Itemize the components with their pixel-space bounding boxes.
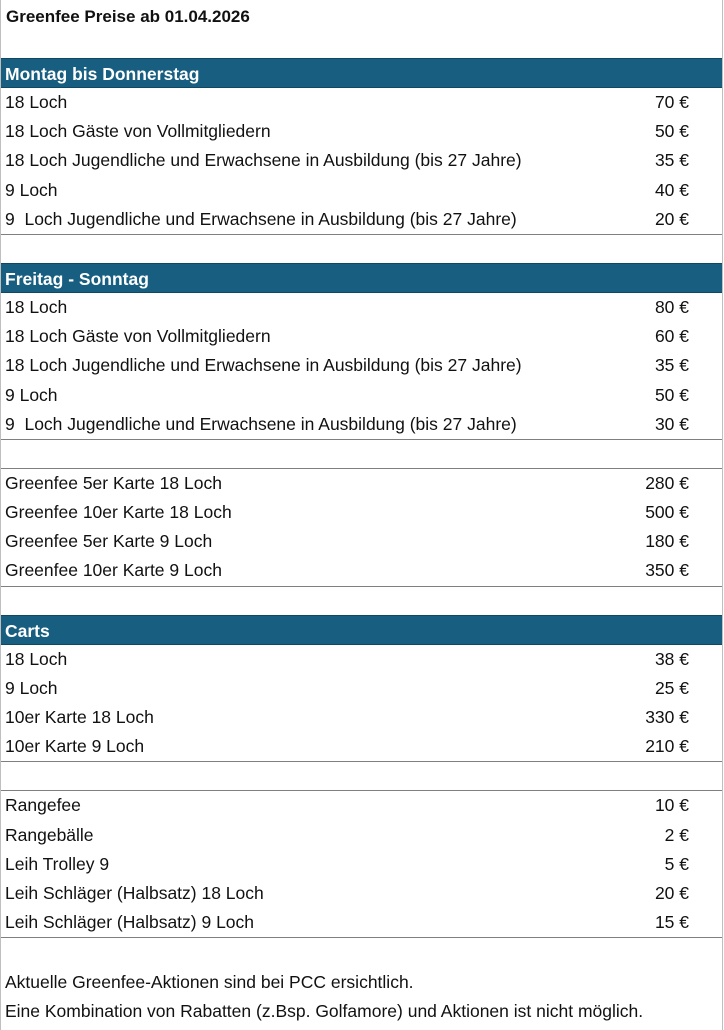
section-divider bbox=[1, 234, 722, 263]
row-price: 50 € bbox=[654, 121, 689, 142]
row-price: 15 € bbox=[654, 912, 689, 933]
row-label: 10er Karte 9 Loch bbox=[5, 736, 145, 757]
row-label: 18 Loch Gäste von Vollmitgliedern bbox=[5, 121, 271, 142]
price-row bbox=[1, 205, 722, 234]
row-label: Greenfee 5er Karte 9 Loch bbox=[5, 531, 213, 552]
footnote-line: Aktuelle Greenfee-Aktionen sind bei PCC ersichtlich. bbox=[5, 972, 414, 993]
row-price: 50 € bbox=[654, 384, 689, 405]
section-divider bbox=[1, 439, 722, 469]
row-price: 350 € bbox=[645, 560, 689, 581]
row-price: 330 € bbox=[645, 707, 689, 727]
price-row bbox=[1, 703, 722, 732]
page-title: Greenfee Preise ab 01.04.2026 bbox=[6, 7, 250, 26]
row-label: 9 Loch Jugendliche und Erwachsene in Ausbildung (bis 27 Jahre) bbox=[5, 208, 517, 229]
row-price: 30 € bbox=[654, 413, 689, 434]
price-row bbox=[1, 850, 722, 879]
row-label: 18 Loch bbox=[5, 92, 68, 112]
price-row bbox=[1, 117, 722, 146]
section-header-carts: Carts bbox=[1, 615, 722, 645]
section-header-weekdays: Montag bis Donnerstag bbox=[1, 58, 722, 88]
row-label: Leih Schläger (Halbsatz) 9 Loch bbox=[5, 912, 255, 933]
row-label: 18 Loch Gäste von Vollmitgliedern bbox=[5, 326, 271, 347]
row-label: 9 Loch Jugendliche und Erwachsene in Ausbildung (bis 27 Jahre) bbox=[5, 413, 517, 434]
price-row bbox=[1, 322, 722, 351]
row-label: 18 Loch bbox=[5, 648, 68, 669]
price-row bbox=[1, 674, 722, 703]
price-row bbox=[1, 176, 722, 205]
row-label: 18 Loch bbox=[5, 296, 68, 317]
price-row bbox=[1, 469, 722, 498]
price-row bbox=[1, 556, 722, 585]
price-row bbox=[1, 527, 722, 556]
row-label: 18 Loch Jugendliche und Erwachsene in Ausbildung (bis 27 Jahre) bbox=[5, 355, 522, 376]
row-label: Rangebälle bbox=[5, 824, 94, 845]
row-price: 5 € bbox=[664, 853, 689, 874]
row-label: Rangefee bbox=[5, 795, 81, 816]
row-price: 180 € bbox=[645, 531, 689, 552]
price-row bbox=[1, 879, 722, 908]
row-price: 35 € bbox=[654, 150, 689, 171]
row-label: Leih Trolley 9 bbox=[5, 853, 110, 874]
row-price: 38 € bbox=[654, 648, 689, 669]
price-row bbox=[1, 645, 722, 674]
spacer bbox=[1, 34, 722, 58]
row-label: 9 Loch bbox=[5, 179, 58, 200]
price-row bbox=[1, 498, 722, 527]
row-label: 18 Loch Jugendliche und Erwachsene in Ausbildung (bis 27 Jahre) bbox=[5, 150, 522, 171]
row-price: 2 € bbox=[664, 824, 689, 845]
price-row bbox=[1, 791, 722, 820]
row-label: Greenfee 10er Karte 9 Loch bbox=[5, 560, 222, 581]
row-price: 10 € bbox=[654, 795, 689, 816]
row-label: Leih Schläger (Halbsatz) 18 Loch bbox=[5, 882, 264, 903]
row-label: 10er Karte 18 Loch bbox=[5, 707, 154, 727]
footnote-line: Eine Kombination von Rabatten (z.Bsp. Golfamore) und Aktionen ist nicht möglich. bbox=[5, 1001, 644, 1022]
row-price: 280 € bbox=[645, 472, 689, 493]
row-label: Greenfee 10er Karte 18 Loch bbox=[5, 502, 232, 523]
price-row bbox=[1, 88, 722, 117]
section-divider bbox=[1, 761, 722, 791]
price-row bbox=[1, 381, 722, 410]
price-row bbox=[1, 410, 722, 439]
row-price: 210 € bbox=[645, 736, 689, 757]
row-price: 80 € bbox=[654, 296, 689, 317]
row-price: 40 € bbox=[654, 179, 689, 200]
price-row bbox=[1, 293, 722, 322]
row-price: 20 € bbox=[654, 208, 689, 229]
price-row bbox=[1, 821, 722, 850]
row-label: Greenfee 5er Karte 18 Loch bbox=[5, 472, 222, 493]
price-row bbox=[1, 146, 722, 175]
row-label: 9 Loch bbox=[5, 677, 58, 698]
row-price: 25 € bbox=[654, 677, 689, 698]
section-divider bbox=[1, 586, 722, 615]
price-row bbox=[1, 908, 722, 937]
row-label: 9 Loch bbox=[5, 384, 58, 405]
row-price: 70 € bbox=[654, 92, 689, 112]
row-price: 20 € bbox=[654, 882, 689, 903]
price-row bbox=[1, 732, 722, 761]
row-price: 60 € bbox=[654, 326, 689, 347]
footnotes bbox=[1, 938, 722, 1026]
price-row bbox=[1, 351, 722, 380]
row-price: 500 € bbox=[645, 502, 689, 523]
section-header-weekend: Freitag - Sonntag bbox=[1, 263, 722, 293]
row-price: 35 € bbox=[654, 355, 689, 376]
